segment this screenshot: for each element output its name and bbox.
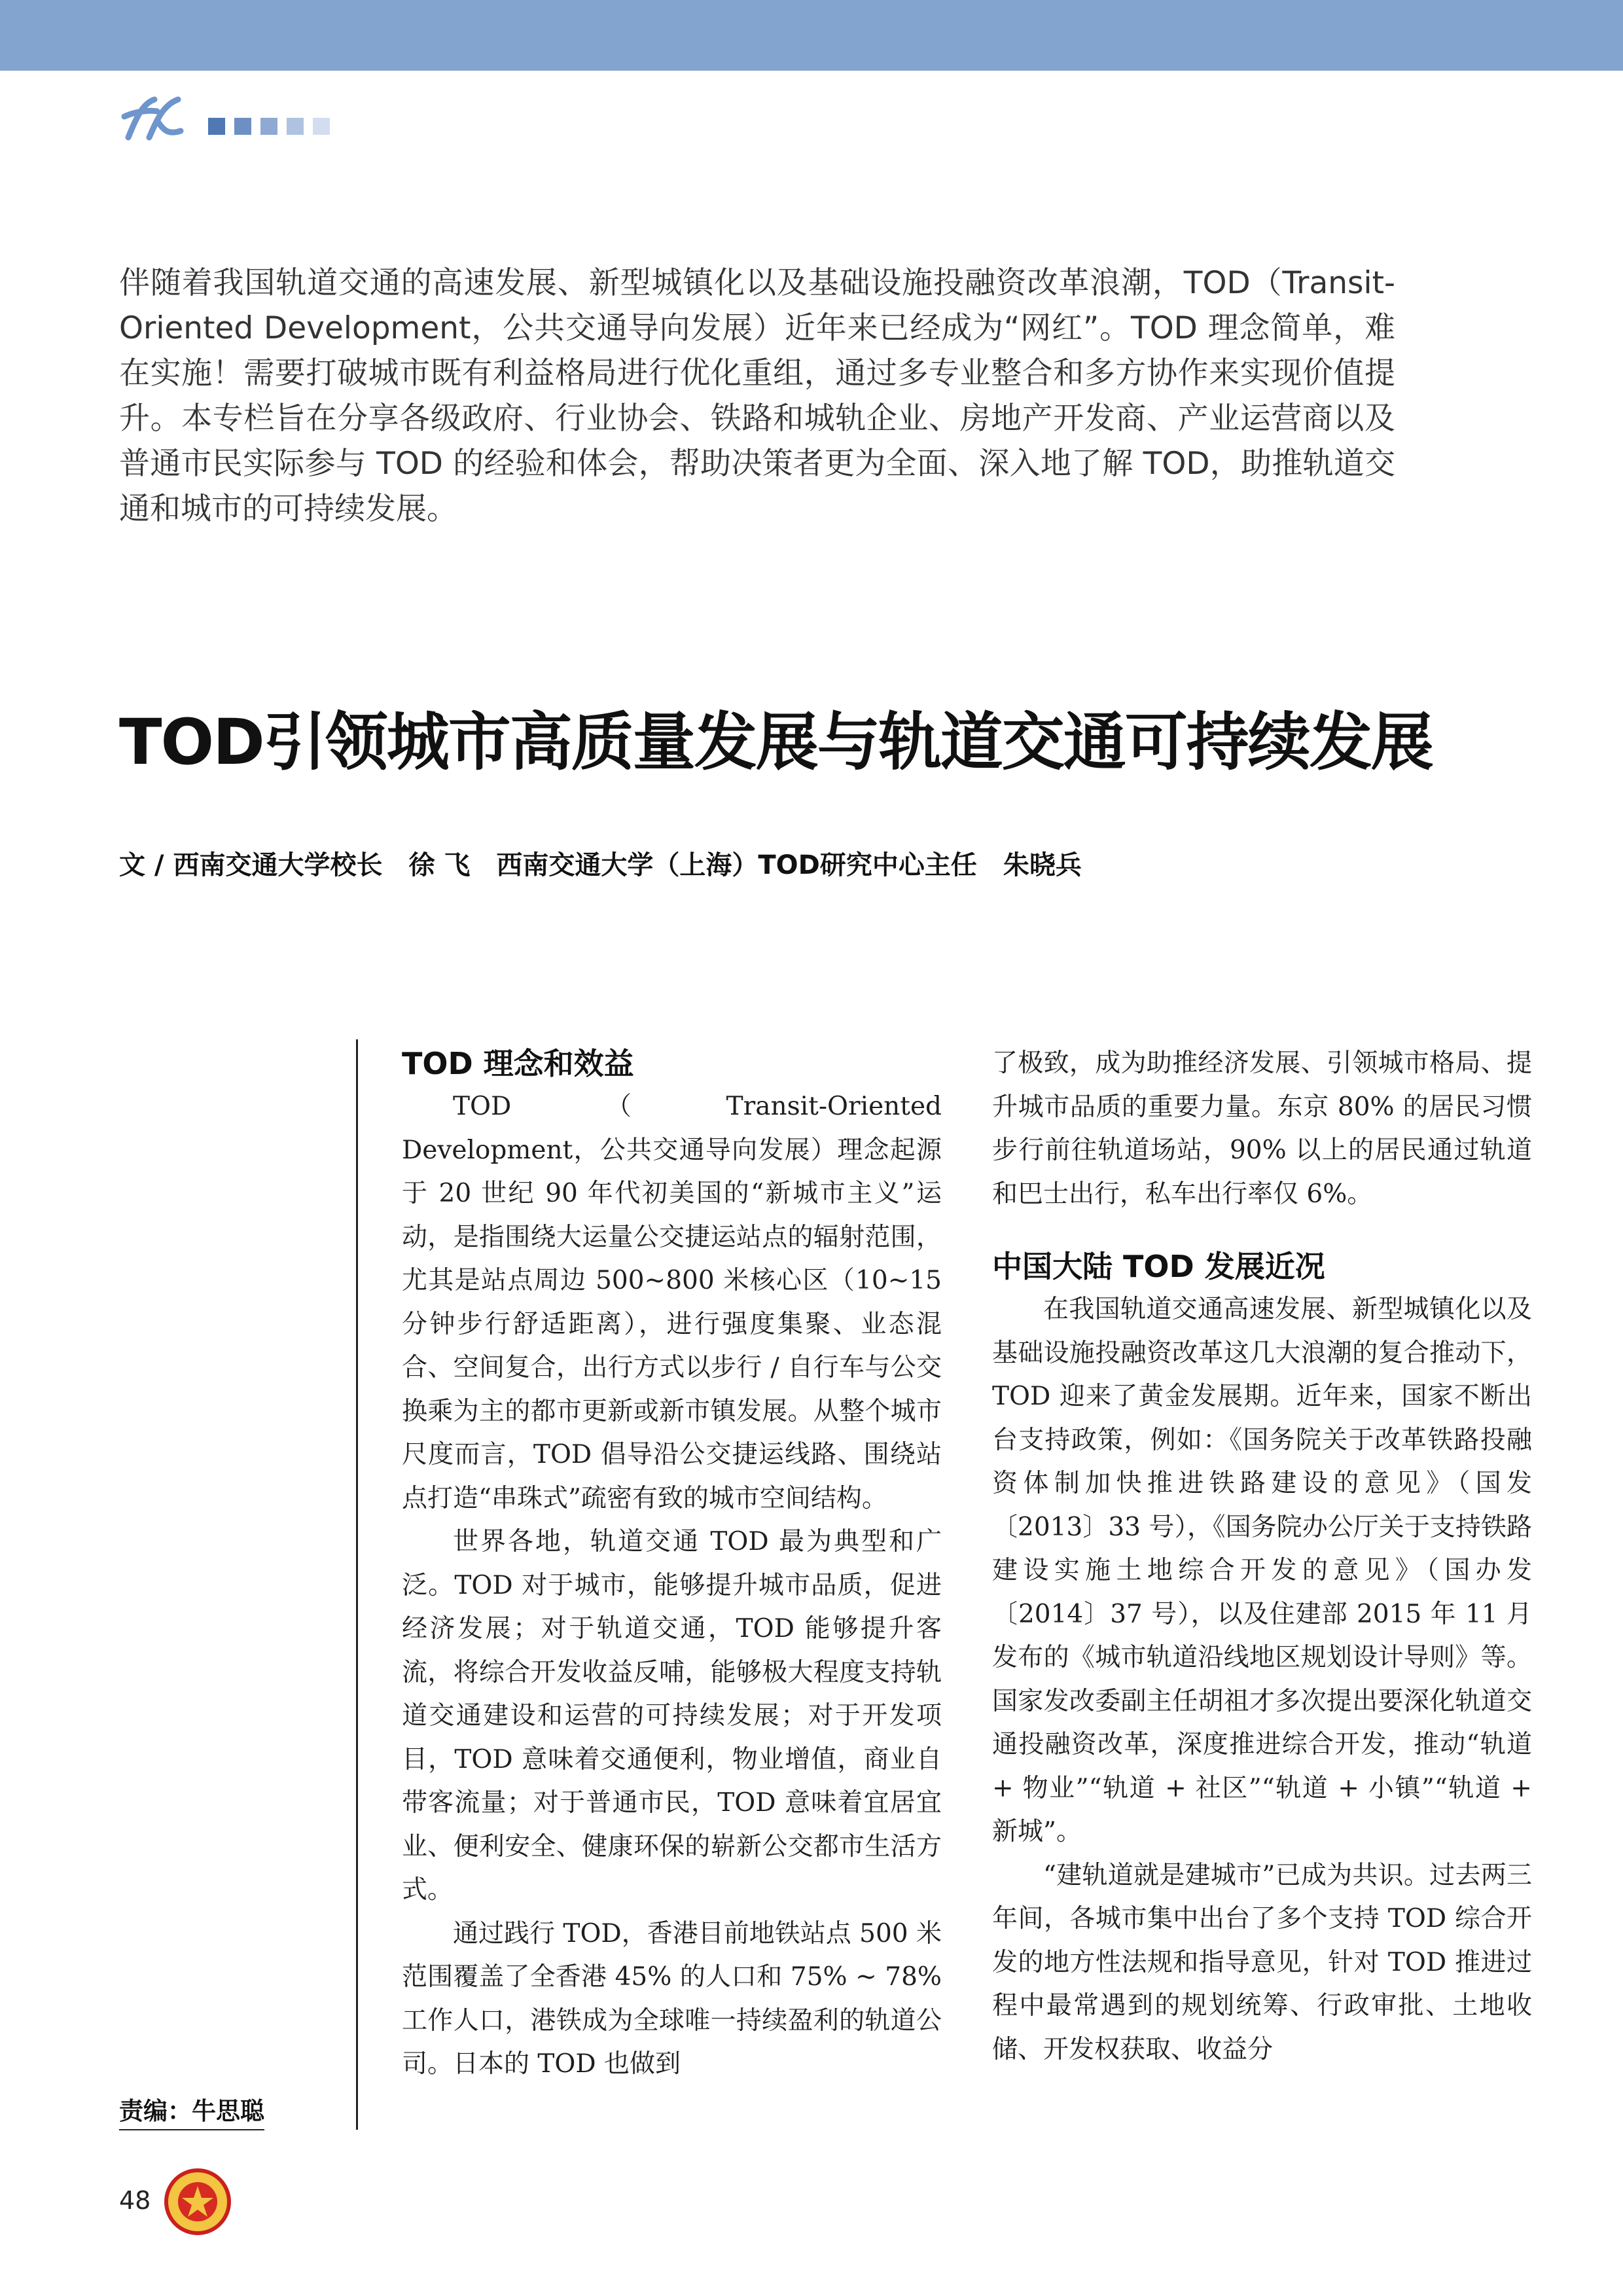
column-divider xyxy=(356,1039,358,2130)
decorative-squares xyxy=(208,118,330,135)
square-icon xyxy=(234,118,251,135)
column-intro: 伴随着我国轨道交通的高速发展、新型城镇化以及基础设施投融资改革浪潮，TOD（Transit-Oriented Development，公共交通导向发展）近年来已经成为“网红”。TOD 理念简单，难在实施！需要打破城市既有利益格局进行优化重组，通过多专业整合和多方协作来实现价值提升。本专栏旨在分享各级政府、行业协会、铁路和城轨企业、房地产开发商、产业运营商以及普通市民实际参与 TOD 的经验和体会，帮助决策者更为全面、深入地了解 TOD，助推轨道交通和城市的可持续发展。 xyxy=(119,265,1395,527)
left-column xyxy=(402,1042,942,2087)
section-heading: TOD 理念和效益 xyxy=(402,1046,634,1081)
article-title: TOD引领城市高质量发展与轨道交通可持续发展 xyxy=(119,706,1433,779)
article-byline: 文 / 西南交通大学校长 徐 飞 西南交通大学（上海）TOD研究中心主任 朱晓兵 xyxy=(119,850,1082,880)
paragraph: 了极致，成为助推经济发展、引领城市格局、提升城市品质的重要力量。东京 80% 的居民习惯步行前往轨道场站，90% 以上的居民通过轨道和巴士出行，私车出行率仅 6%。 xyxy=(992,1049,1532,1209)
square-icon xyxy=(313,118,330,135)
paragraph: 在我国轨道交通高速发展、新型城镇化以及基础设施投融资改革这几大浪潮的复合推动下，TOD 迎来了黄金发展期。近年来，国家不断出台支持政策，例如：《国务院关于改革铁路投融资体制加快推进铁路建设的意见》（国发〔2013〕33 号），《国务院办公厅关于支持铁路建设实施土地综合开发的意见》（国办发〔2014〕37 号），以及住建部 2015 年 11 月发布的《城市轨道沿线地区规划设计导则》等。国家发改委副主任胡祖才多次提出要深化轨道交通投融资改革，深度推进综合开发，推动“轨道 + 物业”“轨道 + 社区”“轨道 + 小镇”“轨道 + 新城”。 xyxy=(992,1295,1532,1846)
square-icon xyxy=(260,118,277,135)
editor-credit: 责编：牛思聪 xyxy=(119,2091,264,2130)
square-icon xyxy=(208,118,225,135)
paragraph: TOD（Transit-Oriented Development，公共交通导向发展）理念起源于 20 世纪 90 年代初美国的“新城市主义”运动，是指围绕大运量公交捷运站点的辐射范围，尤其是站点周边 500~800 米核心区（10~15 分钟步行舒适距离），进行强度集聚、业态混合、空间复合，出行方式以步行 / 自行车与公交换乘为主的都市更新或新市镇发展。从整个城市尺度而言，TOD 倡导沿公交捷运线路、围绕站点打造“串珠式”疏密有致的城市空间结构。 xyxy=(402,1092,942,1513)
page-number: 48 xyxy=(119,2186,151,2215)
paragraph: 通过践行 TOD，香港目前地铁站点 500 米范围覆盖了全香港 45% 的人口和 75% ~ 78% 工作人口，港铁成为全球唯一持续盈利的轨道公司。日本的 TOD 也做到 xyxy=(402,1918,942,2079)
right-column xyxy=(992,1042,1532,2072)
section-heading: 中国大陆 TOD 发展近况 xyxy=(992,1249,1325,1284)
railway-emblem-icon xyxy=(164,2168,232,2236)
script-letter-logo xyxy=(116,92,188,147)
paragraph: 世界各地，轨道交通 TOD 最为典型和广泛。TOD 对于城市，能够提升城市品质，促进经济发展；对于轨道交通，TOD 能够提升客流，将综合开发收益反哺，能够极大程度支持轨道交通建设和运营的可持续发展；对于开发项目，TOD 意味着交通便利，物业增值，商业自带客流量；对于普通市民，TOD 意味着宜居宜业、便利安全、健康环保的崭新公交都市生活方式。 xyxy=(402,1527,942,1905)
paragraph: “建轨道就是建城市”已成为共识。过去两三年间，各城市集中出台了多个支持 TOD 综合开发的地方性法规和指导意见，针对 TOD 推进过程中最常遇到的规划统筹、行政审批、土地收储、开发权获取、收益分 xyxy=(992,1860,1532,2064)
square-icon xyxy=(287,118,304,135)
header-bar xyxy=(0,0,1623,71)
